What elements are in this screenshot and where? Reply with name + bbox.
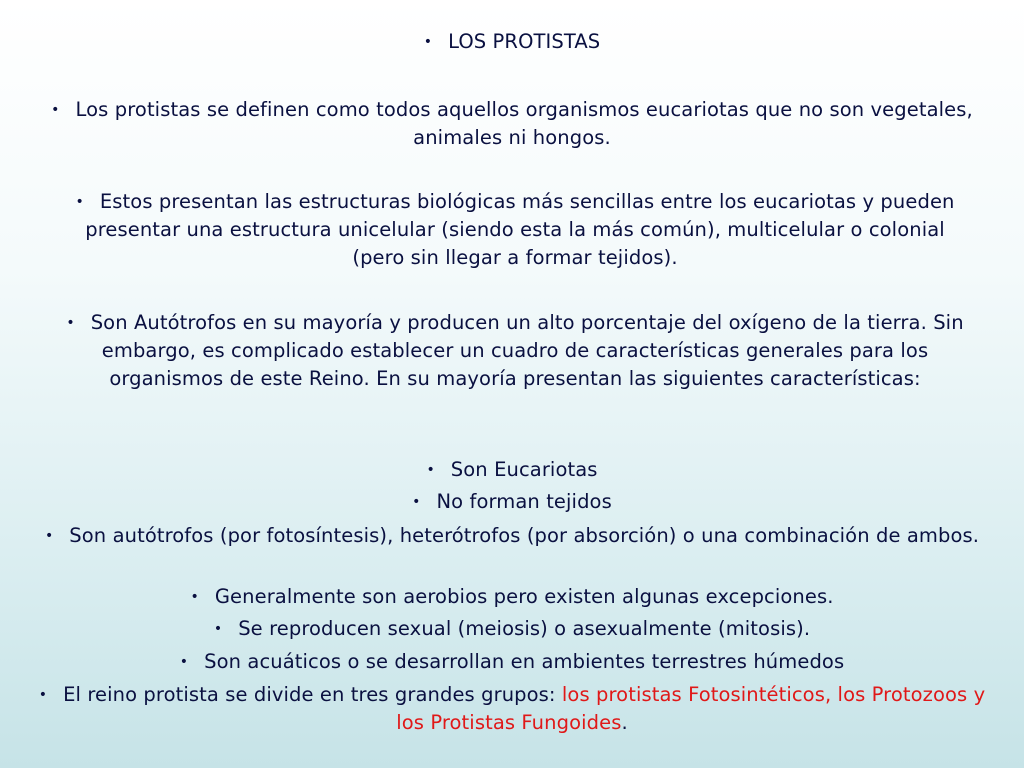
characteristic-text: Generalmente son aerobios pero existen algunas excepciones. (214, 585, 834, 608)
characteristic-text: Son acuáticos o se desarrollan en ambientes terrestres húmedos (204, 650, 845, 673)
bullet-icon: • (75, 194, 84, 210)
bullet-icon: • (179, 654, 189, 670)
paragraph-groups (36, 681, 988, 737)
characteristic-item (36, 522, 988, 550)
paragraph-structures (60, 188, 970, 272)
bullet-icon: • (51, 102, 60, 118)
characteristic-text: Son autótrofos (por fotosíntesis), heterótrofos (por absorción) o una combinación de ambos. (69, 524, 980, 547)
paragraph-text: Son Autótrofos en su mayoría y producen un alto porcentaje del oxígeno de la tierra. Sin embargo, es complicado establecer un cuadro de características generales para los organismos de este Reino. En su mayoría presentan las siguientes características: (90, 311, 964, 390)
paragraph-text: Estos presentan las estructuras biológicas más sencillas entre los eucariotas y pueden presentar una estructura unicelular (siendo esta la más común), multicelular o colonial (pero sin llegar a formar tejidos). (85, 190, 955, 269)
bullet-icon: • (213, 621, 223, 637)
title-text: LOS PROTISTAS (448, 30, 601, 53)
paragraph-definition (38, 96, 986, 152)
characteristic-item (40, 648, 984, 676)
groups-highlight-text: los protistas Fotosintéticos, los Protozoos y los Protistas Fungoides (396, 683, 986, 734)
bullet-icon: • (190, 589, 199, 605)
groups-intro-text: El reino protista se divide en tres grandes grupos: (63, 683, 562, 706)
paragraph-autotrophs (56, 309, 974, 393)
characteristic-item (40, 615, 984, 643)
characteristic-item (40, 456, 984, 484)
paragraph-text: Los protistas se definen como todos aquellos organismos eucariotas que no son vegetales, animales ni hongos. (75, 98, 973, 149)
bullet-icon: • (426, 462, 435, 478)
characteristic-item (40, 488, 984, 516)
bullet-icon: • (423, 34, 433, 50)
characteristic-item (40, 583, 984, 611)
groups-end-text: . (621, 711, 628, 734)
bullet-icon: • (66, 315, 75, 331)
characteristic-text: No forman tejidos (436, 490, 612, 513)
bullet-icon: • (38, 687, 48, 703)
bullet-icon: • (44, 528, 54, 544)
characteristic-text: Son Eucariotas (450, 458, 598, 481)
bullet-icon: • (412, 494, 421, 510)
slide-title (40, 28, 984, 56)
characteristic-text: Se reproducen sexual (meiosis) o asexualmente (mitosis). (238, 617, 811, 640)
